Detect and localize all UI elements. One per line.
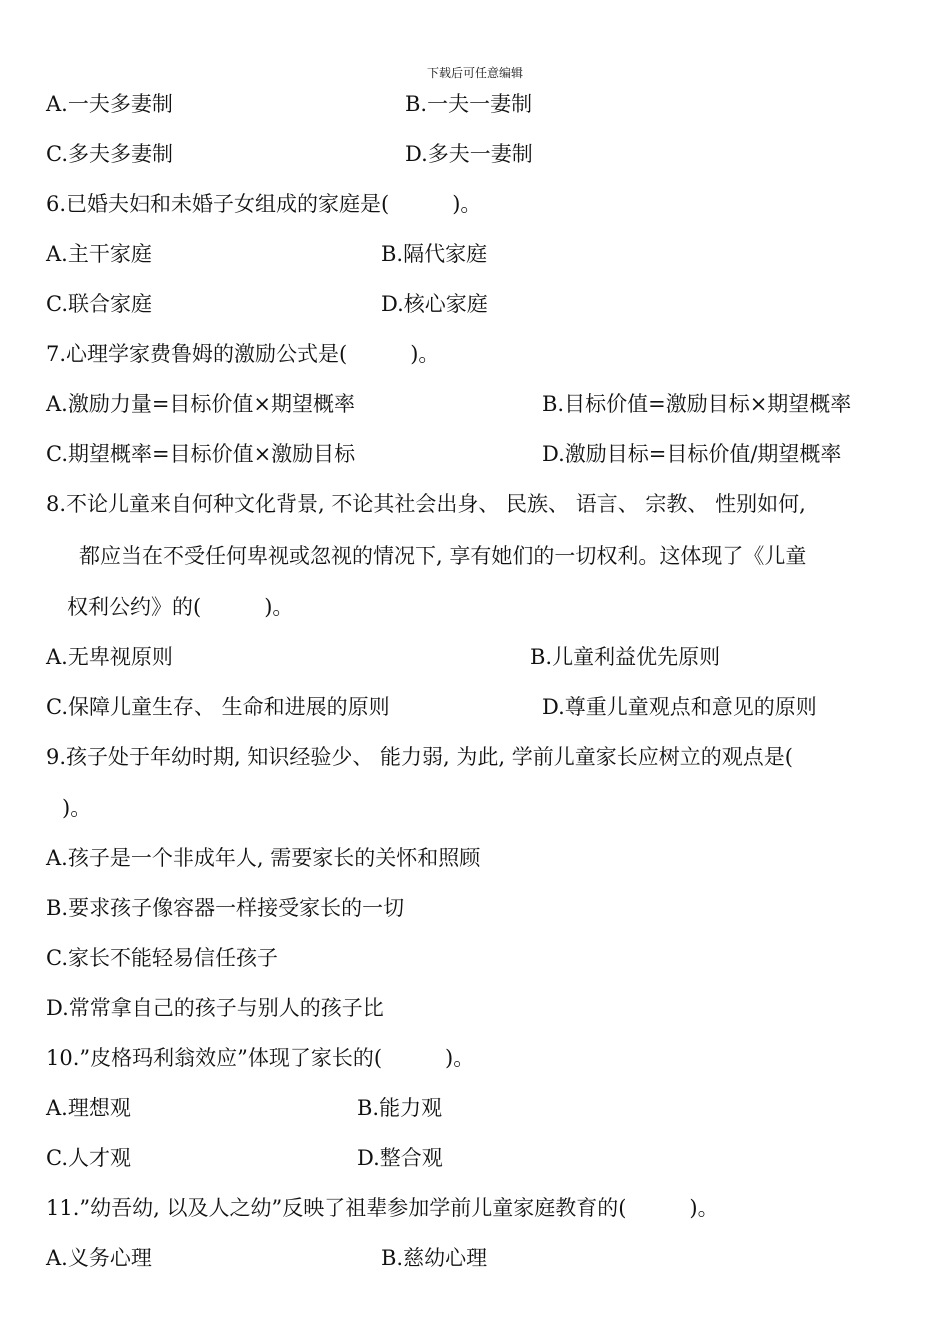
q6-stem: 6.已婚夫妇和未婚子女组成的家庭是( )。 <box>46 192 482 216</box>
q9-stem-line-2: )。 <box>62 796 92 820</box>
q11-option-a: A.义务心理 <box>46 1246 152 1270</box>
q9-option-a: A.孩子是一个非成年人, 需要家长的关怀和照顾 <box>46 846 481 870</box>
q6-option-b: B.隔代家庭 <box>381 242 488 266</box>
q10-option-d: D.整合观 <box>357 1146 443 1170</box>
q10-option-b: B.能力观 <box>357 1096 443 1120</box>
q9-option-c: C.家长不能轻易信任孩子 <box>46 946 278 970</box>
page-header: 下载后可任意编辑 <box>426 66 523 80</box>
q10-stem: 10.”皮格玛利翁效应”体现了家长的( )。 <box>46 1046 475 1070</box>
q9-option-d: D.常常拿自己的孩子与别人的孩子比 <box>46 996 384 1020</box>
q6-option-c: C.联合家庭 <box>46 292 152 316</box>
q5-option-c: C.多夫多妻制 <box>46 142 173 166</box>
q9-option-b: B.要求孩子像容器一样接受家长的一切 <box>46 896 405 920</box>
q5-option-a: A.一夫多妻制 <box>46 92 173 116</box>
q11-option-b: B.慈幼心理 <box>381 1246 488 1270</box>
q9-stem-line-1: 9.孩子处于年幼时期, 知识经验少、 能力弱, 为此, 学前儿童家长应树立的观点是( <box>46 745 793 769</box>
q7-option-b: B.目标价值=激励目标×期望概率 <box>542 392 852 416</box>
q7-option-d: D.激励目标=目标价值/期望概率 <box>542 442 842 466</box>
q8-option-d: D.尊重儿童观点和意见的原则 <box>542 695 817 719</box>
q5-option-d: D.多夫一妻制 <box>405 142 533 166</box>
q5-option-b: B.一夫一妻制 <box>405 92 533 116</box>
q6-option-a: A.主干家庭 <box>46 242 152 266</box>
q7-option-c: C.期望概率=目标价值×激励目标 <box>46 442 356 466</box>
q8-stem-line-1: 8.不论儿童来自何种文化背景, 不论其社会出身、 民族、 语言、 宗教、 性别如何, <box>46 492 806 516</box>
q10-option-a: A.理想观 <box>46 1096 131 1120</box>
q10-option-c: C.人才观 <box>46 1146 131 1170</box>
q8-stem-line-3: 权利公约》的( )。 <box>67 595 294 619</box>
q8-stem-line-2: 都应当在不受任何卑视或忽视的情况下, 享有她们的一切权利。这体现了《儿童 <box>79 544 807 568</box>
q8-option-a: A.无卑视原则 <box>46 645 173 669</box>
q8-option-c: C.保障儿童生存、 生命和进展的原则 <box>46 695 390 719</box>
q8-option-b: B.儿童利益优先原则 <box>530 645 721 669</box>
q7-stem: 7.心理学家费鲁姆的激励公式是( )。 <box>46 342 440 366</box>
q11-stem: 11.”幼吾幼, 以及人之幼”反映了祖辈参加学前儿童家庭教育的( )。 <box>46 1196 719 1220</box>
q6-option-d: D.核心家庭 <box>381 292 488 316</box>
q7-option-a: A.激励力量=目标价值×期望概率 <box>46 392 356 416</box>
